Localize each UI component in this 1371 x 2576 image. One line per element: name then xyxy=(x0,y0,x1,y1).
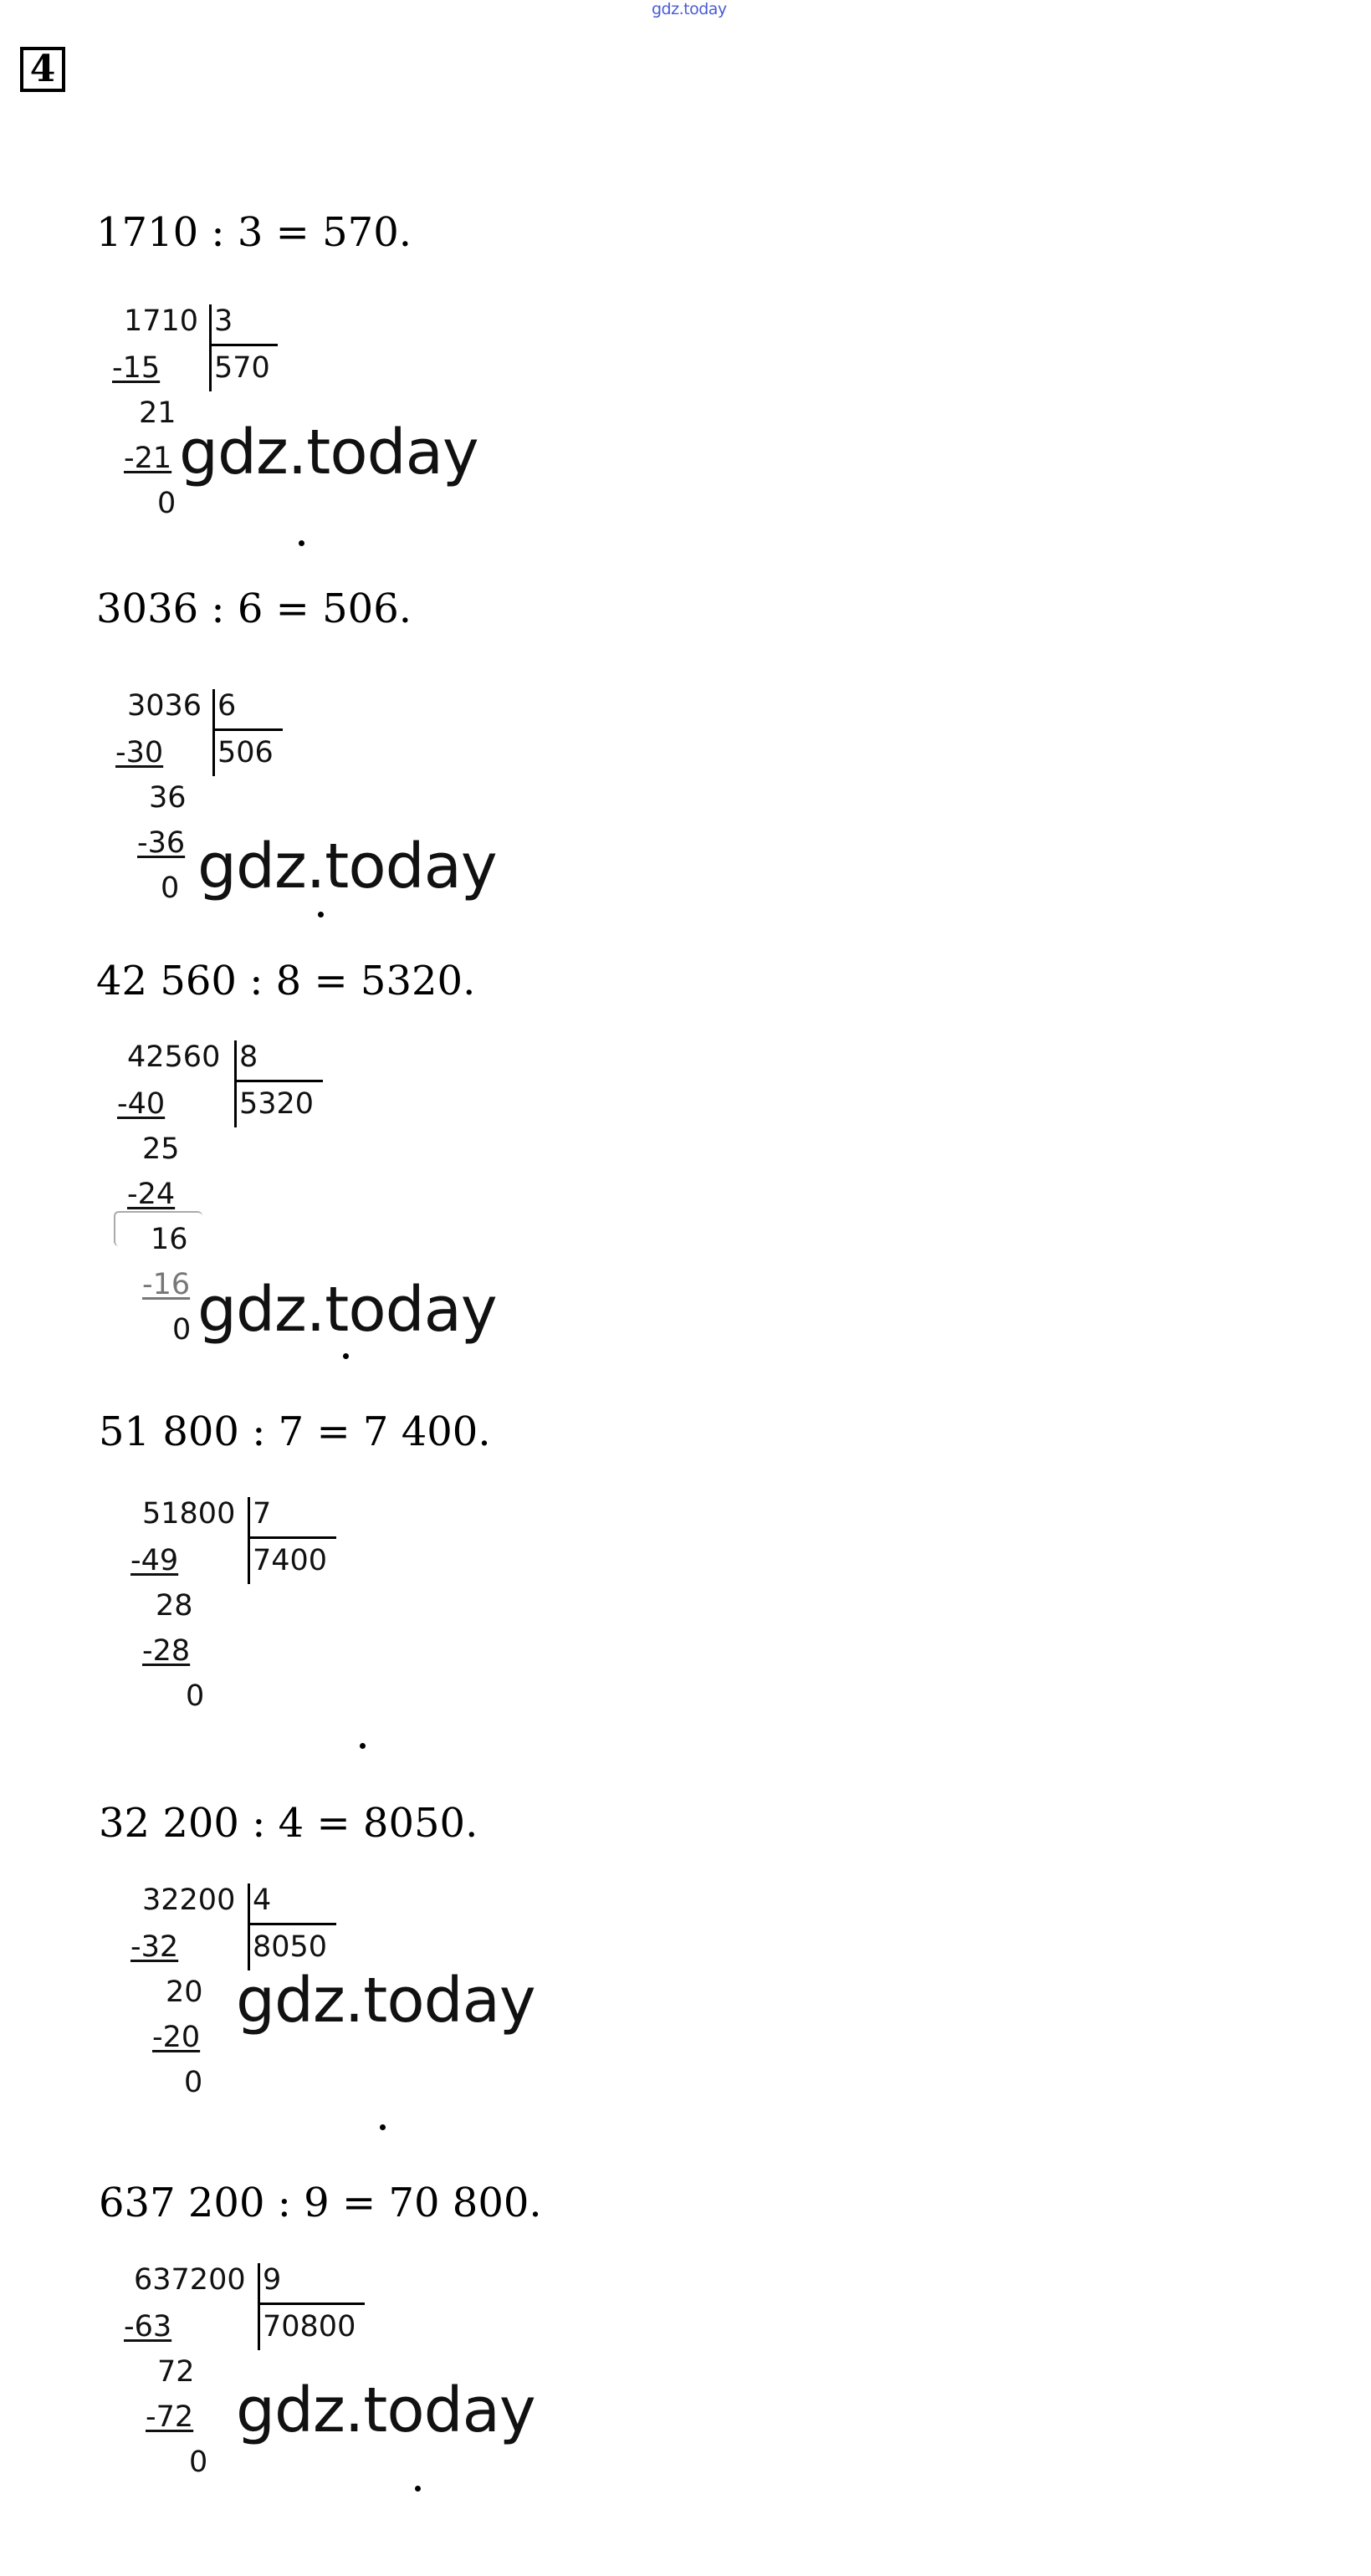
step: 0 xyxy=(189,2446,208,2479)
step: 25 xyxy=(142,1132,180,1166)
step: 20 xyxy=(166,1975,203,2009)
dot-mark xyxy=(415,2486,421,2492)
dot-mark xyxy=(343,1353,349,1359)
step: -63 xyxy=(124,2310,172,2343)
divisor: 4 xyxy=(253,1883,272,1917)
watermark-overlay: gdz.today xyxy=(236,1965,535,2037)
equation-4: 51 800 : 7 = 7 400. xyxy=(99,1408,491,1455)
dividend: 637200 xyxy=(134,2263,246,2297)
dot-mark xyxy=(360,1743,366,1749)
step: -20 xyxy=(152,2021,201,2054)
step: 0 xyxy=(161,871,180,905)
quotient-line xyxy=(214,728,283,731)
quotient-line xyxy=(211,344,278,346)
division-bar xyxy=(234,1040,237,1127)
dividend: 51800 xyxy=(142,1497,236,1531)
step: -32 xyxy=(130,1930,179,1964)
step: 0 xyxy=(186,1679,205,1713)
step: 72 xyxy=(157,2355,195,2389)
division-bar xyxy=(248,1883,250,1970)
divisor: 6 xyxy=(217,689,237,723)
dividend: 1710 xyxy=(124,304,199,338)
step: -49 xyxy=(130,1544,179,1577)
step: -15 xyxy=(112,351,161,385)
step: -36 xyxy=(137,826,186,860)
step: 28 xyxy=(156,1589,193,1623)
division-bar xyxy=(212,689,215,776)
step: 36 xyxy=(149,781,187,815)
quotient-line xyxy=(259,2303,365,2305)
task-number-badge: 4 xyxy=(20,47,65,92)
dot-mark xyxy=(299,540,304,546)
equation-6: 637 200 : 9 = 70 800. xyxy=(99,2180,542,2226)
divisor: 8 xyxy=(239,1040,258,1074)
quotient: 8050 xyxy=(253,1930,328,1964)
dividend: 32200 xyxy=(142,1883,236,1917)
dividend: 42560 xyxy=(127,1040,221,1074)
step: -16 xyxy=(142,1268,191,1301)
quotient: 7400 xyxy=(253,1544,328,1577)
step: -21 xyxy=(124,442,172,475)
quotient-line xyxy=(236,1080,323,1082)
step: -40 xyxy=(117,1087,166,1121)
dividend: 3036 xyxy=(127,689,202,723)
quotient-line xyxy=(249,1536,336,1539)
divisor: 7 xyxy=(253,1497,272,1531)
step: 21 xyxy=(139,396,176,430)
step: -28 xyxy=(142,1634,191,1668)
step: 0 xyxy=(157,487,176,520)
watermark-overlay: gdz.today xyxy=(197,831,497,902)
quotient: 506 xyxy=(217,736,274,769)
step: 16 xyxy=(151,1223,188,1256)
dot-mark xyxy=(380,2124,386,2130)
division-bar xyxy=(209,304,212,391)
equation-2: 3036 : 6 = 506. xyxy=(96,585,412,632)
quotient: 5320 xyxy=(239,1087,315,1121)
step: 0 xyxy=(172,1313,192,1347)
watermark-overlay: gdz.today xyxy=(236,2374,535,2446)
division-bar xyxy=(248,1497,250,1584)
divisor: 9 xyxy=(263,2263,282,2297)
watermark-overlay: gdz.today xyxy=(197,1274,497,1346)
dot-mark xyxy=(318,912,324,917)
quotient-line xyxy=(249,1923,336,1925)
step: -24 xyxy=(127,1178,176,1211)
equation-1: 1710 : 3 = 570. xyxy=(96,209,412,256)
step: -72 xyxy=(146,2400,194,2434)
quotient: 70800 xyxy=(263,2310,356,2343)
step: 0 xyxy=(184,2066,203,2099)
header-watermark: gdz.today xyxy=(652,0,727,18)
step: -30 xyxy=(115,736,164,769)
watermark-overlay: gdz.today xyxy=(179,417,478,488)
quotient: 570 xyxy=(214,351,270,385)
equation-3: 42 560 : 8 = 5320. xyxy=(96,958,476,1004)
divisor: 3 xyxy=(214,304,233,338)
division-bar xyxy=(258,2263,260,2350)
equation-5: 32 200 : 4 = 8050. xyxy=(99,1800,478,1847)
